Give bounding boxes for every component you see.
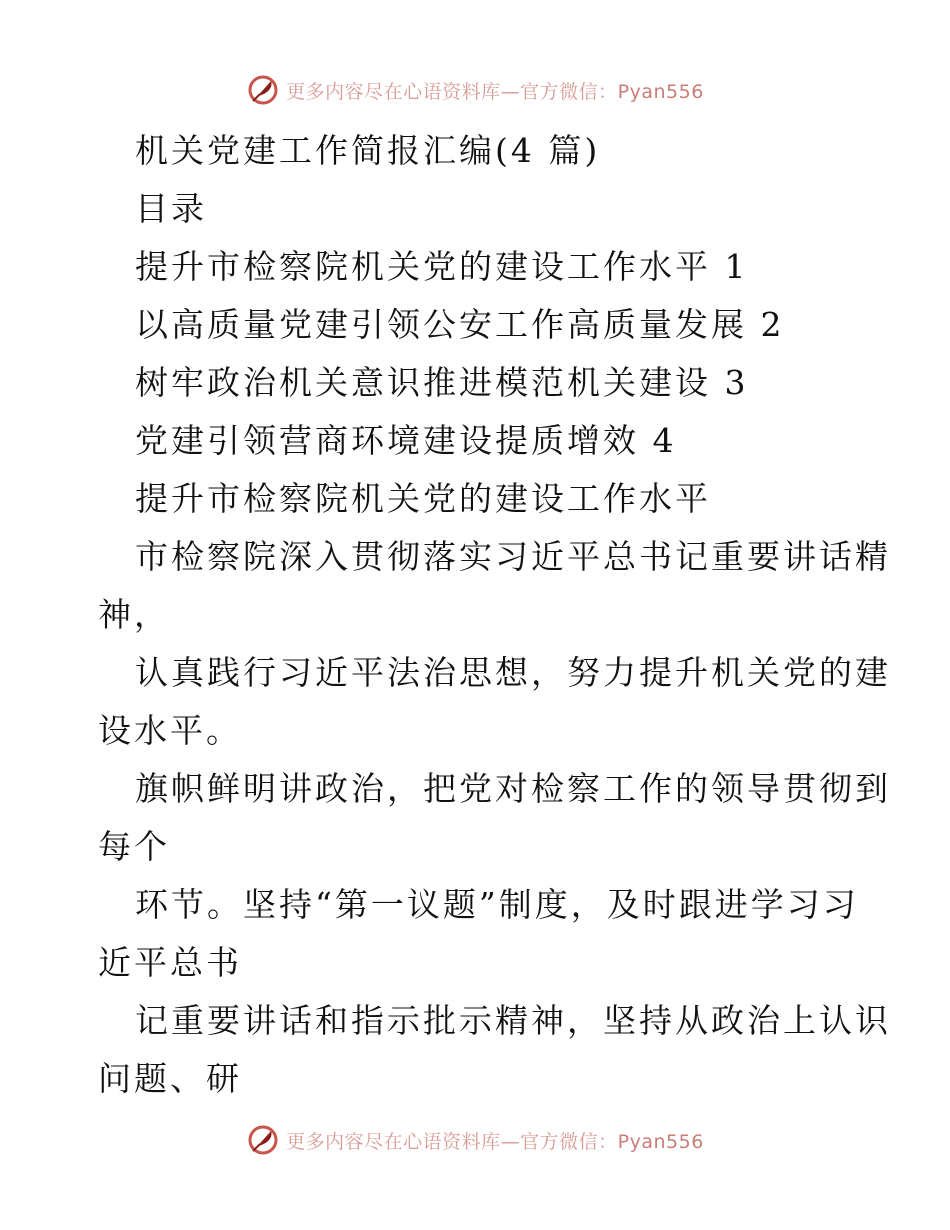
paragraph-line: 每个 — [98, 827, 170, 866]
feather-logo-icon — [246, 1123, 280, 1157]
header-watermark — [0, 70, 950, 110]
paragraph-line: 问题、研 — [98, 1059, 242, 1098]
watermark-text — [286, 1127, 704, 1154]
toc-item: 提升市检察院机关党的建设工作水平 1 — [135, 247, 749, 286]
paragraph-line: 旗帜鲜明讲政治，把党对检察工作的领导贯彻到 — [135, 769, 891, 808]
toc-heading: 目录 — [135, 189, 207, 228]
watermark-label: 更多内容尽在心语资料库—官方微信： — [286, 1130, 618, 1153]
toc-item: 以高质量党建引领公安工作高质量发展 2 — [135, 305, 785, 344]
paragraph-line: 市检察院深入贯彻落实习近平总书记重要讲话精 — [135, 537, 891, 576]
watermark-text — [286, 77, 704, 104]
section-title: 提升市检察院机关党的建设工作水平 — [135, 479, 711, 518]
watermark-label: 更多内容尽在心语资料库—官方微信： — [286, 80, 618, 103]
paragraph-line: 记重要讲话和指示批示精神，坚持从政治上认识 — [135, 1001, 891, 1040]
feather-logo-icon — [246, 73, 280, 107]
paragraph-line: 认真践行习近平法治思想，努力提升机关党的建 — [135, 653, 891, 692]
document-body — [0, 122, 950, 1108]
toc-item: 党建引领营商环境建设提质增效 4 — [135, 421, 677, 460]
watermark-wechat-id: Pyan556 — [617, 1130, 704, 1153]
document-title: 机关党建工作简报汇编(4 篇) — [135, 131, 601, 170]
toc-item: 树牢政治机关意识推进模范机关建设 3 — [135, 363, 749, 402]
watermark-wechat-id: Pyan556 — [617, 80, 704, 103]
paragraph-line: 近平总书 — [98, 943, 242, 982]
footer-watermark — [0, 1120, 950, 1160]
paragraph-line: 设水平。 — [98, 711, 242, 750]
paragraph-line: 环节。坚持“第一议题”制度，及时跟进学习习 — [135, 885, 859, 924]
paragraph-line: 神， — [98, 595, 170, 634]
